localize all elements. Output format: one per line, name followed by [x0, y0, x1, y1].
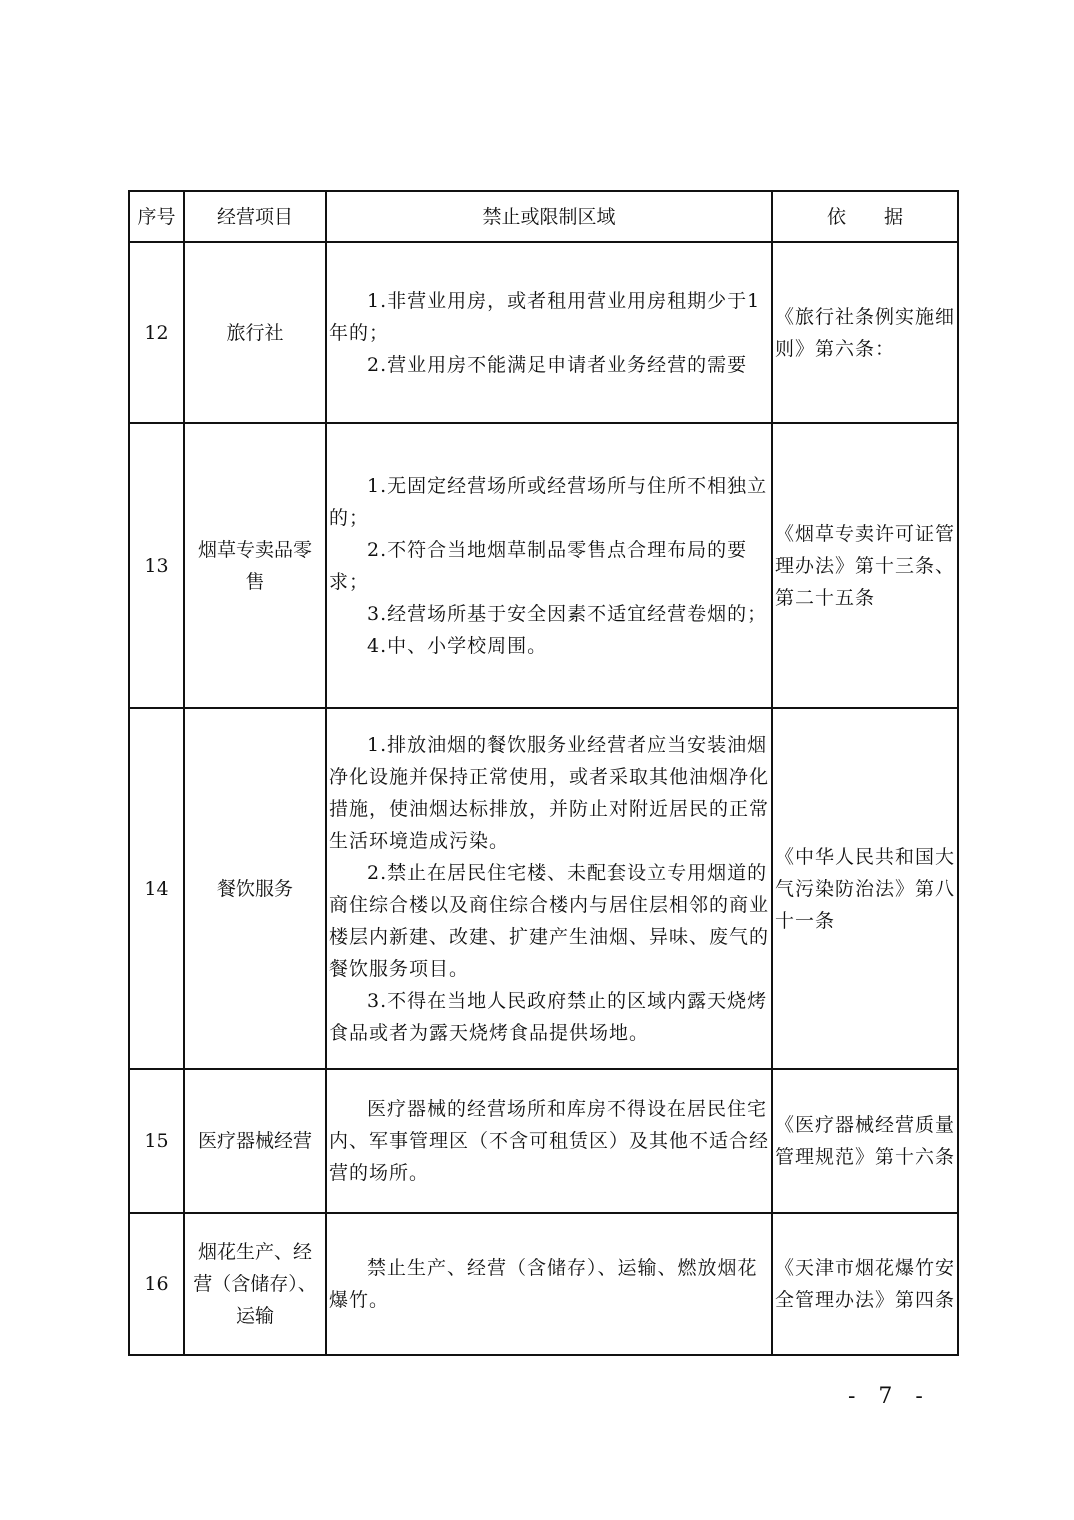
region-paragraph: 医疗器械的经营场所和库房不得设在居民住宅内、军事管理区（不含可租赁区）及其他不适合经营的场所。	[329, 1098, 770, 1184]
row-item: 医疗器械经营	[184, 1069, 326, 1213]
table-header-row	[129, 191, 958, 242]
row-basis	[772, 242, 958, 423]
row-item: 烟草专卖品零售	[184, 423, 326, 708]
header-region: 禁止或限制区域	[326, 191, 772, 242]
header-no: 序号	[129, 191, 184, 242]
row-basis	[772, 423, 958, 708]
table-row	[129, 423, 958, 708]
row-basis	[772, 1069, 958, 1213]
region-paragraph: 禁止生产、经营（含储存）、运输、燃放烟花爆竹。	[329, 1257, 758, 1311]
header-item: 经营项目	[184, 191, 326, 242]
region-paragraph: 3.不得在当地人民政府禁止的区域内露天烧烤食品或者为露天烧烤食品提供场地。	[329, 989, 768, 1044]
region-paragraph: 3.经营场所基于安全因素不适宜经营卷烟的；	[367, 602, 768, 625]
row-no: 13	[129, 423, 184, 708]
region-paragraph: 2.禁止在居民住宅楼、未配套设立专用烟道的商住综合楼以及商住综合楼内与居住层相邻的商业楼层内新建、改建、扩建产生油烟、异味、废气的餐饮服务项目。	[329, 861, 770, 980]
region-paragraph: 1.无固定经营场所或经营场所与住所不相独立的；	[329, 474, 768, 529]
row-region	[326, 708, 772, 1069]
row-region	[326, 242, 772, 423]
row-no: 12	[129, 242, 184, 423]
region-paragraph: 2.不符合当地烟草制品零售点合理布局的要求；	[329, 538, 748, 593]
row-region	[326, 423, 772, 708]
row-no: 16	[129, 1213, 184, 1355]
basis-text: 《烟草专卖许可证管理办法》第十三条、第二十五条	[775, 522, 956, 609]
row-region	[326, 1213, 772, 1355]
row-item: 旅行社	[184, 242, 326, 423]
row-region	[326, 1069, 772, 1213]
row-item: 烟花生产、经营（含储存）、运输	[184, 1213, 326, 1355]
region-paragraph: 1.非营业用房，或者租用营业用房租期少于1年的；	[329, 289, 761, 344]
regulation-table	[128, 190, 959, 1356]
basis-text: 《中华人民共和国大气污染防治法》第八十一条	[775, 845, 956, 932]
table-row	[129, 242, 958, 423]
region-paragraph: 1.排放油烟的餐饮服务业经营者应当安装油烟净化设施并保持正常使用，或者采取其他油烟净化措施，使油烟达标排放，并防止对附近居民的正常生活环境造成污染。	[329, 733, 770, 852]
row-basis	[772, 1213, 958, 1355]
page-number: - 7 -	[848, 1384, 931, 1409]
row-basis	[772, 708, 958, 1069]
basis-text: 《天津市烟花爆竹安全管理办法》第四条	[775, 1257, 956, 1311]
header-basis: 依 据	[772, 191, 958, 242]
row-no: 15	[129, 1069, 184, 1213]
region-paragraph: 4.中、小学校周围。	[367, 634, 548, 657]
basis-text: 《旅行社条例实施细则》第六条：	[775, 305, 956, 360]
table-row	[129, 1213, 958, 1355]
table-row	[129, 1069, 958, 1213]
row-item: 餐饮服务	[184, 708, 326, 1069]
row-no: 14	[129, 708, 184, 1069]
table-row	[129, 708, 958, 1069]
basis-text: 《医疗器械经营质量管理规范》第十六条	[775, 1114, 956, 1168]
region-paragraph: 2.营业用房不能满足申请者业务经营的需要	[367, 353, 748, 376]
